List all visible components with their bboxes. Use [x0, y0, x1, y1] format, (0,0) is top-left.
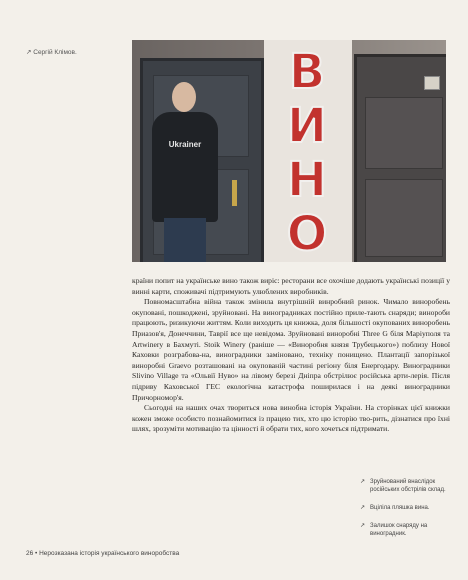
paragraph-3: Сьогодні на наших очах твориться нова винобна історія України. На сторінках цієї книжки кожен зможе особисто познайомитися із працею тих, хто цю історію тво-рить, дізнатися про їхні шлях, зрозуміти мотивацію та цінності й обрати тих, кого хочеться підтримати.	[132, 403, 450, 434]
sign-letter-3: Н	[286, 152, 328, 208]
article-body	[132, 276, 450, 435]
arrow-icon: ↗	[360, 505, 366, 511]
door-sign-plate	[424, 76, 440, 90]
caption-text: Вціліла пляшка вина.	[370, 505, 430, 511]
caption-item	[360, 504, 460, 512]
caption-item	[360, 478, 460, 494]
paragraph-2: Повномасштабна війна також змінила внутрішній винробний ринок. Чимало виноробень окуповані, пошкоджені, зруйновані. На виноградниках постійно приле-тають снаряди; винороби працюють, ризикуючи життям. Коли виходить ця книжка, доля більшості окупованих виноробень Приазов'я, Донеччини, Таврії все ще невідома. Зруйновані виноробні Three G біля Маріуполя та Artwinery в Бахмуті. Stoik Winery (раніше — «Виноробня князя Трубецького») поблизу Нової Каховки розграбова-на, виноградники заміновано, техніку понищено. Плантації запорізької виноробні Graevo розташовані на окупованій частині регіону біля Енергодару. Виноградники Slivino Village та «Ольвії Нуво» на лівому березі Дніпра обстрілює російська арти-лерія. Після підриву Каховської ГЕС екологічна катастрофа поширилася і на деякі виноградники Причорномор'я.	[132, 297, 450, 402]
paragraph-1: країни попит на українське вино також виріс: ресторани все охочіше додають українські позиції у винні карти, споживачі підтримують улюблених виробників.	[132, 276, 450, 296]
photo-captions	[360, 478, 460, 548]
person-jeans	[164, 218, 206, 262]
arrow-icon: ↗	[360, 523, 366, 529]
person-head	[172, 82, 196, 112]
hoodie-text: Ukrainer	[168, 140, 202, 149]
caption-text: Зруйнований внаслідок російських обстрілів склад.	[370, 479, 446, 493]
photo-credit: ↗ Сергій Клімов.	[26, 49, 77, 56]
sign-letter-2: И	[286, 98, 328, 154]
caption-item	[360, 522, 460, 538]
arrow-icon: ↗	[360, 479, 366, 485]
sign-letter-1: В	[288, 44, 326, 100]
caption-text: Залишок снаряду на виноградник.	[370, 523, 428, 537]
cover-photo	[132, 40, 446, 262]
person-hoodie	[152, 112, 218, 222]
door-handle	[232, 180, 237, 206]
sign-letter-4: О	[286, 206, 328, 262]
page-footer: 26 • Нерозказана історія українського виноробства	[26, 550, 180, 557]
